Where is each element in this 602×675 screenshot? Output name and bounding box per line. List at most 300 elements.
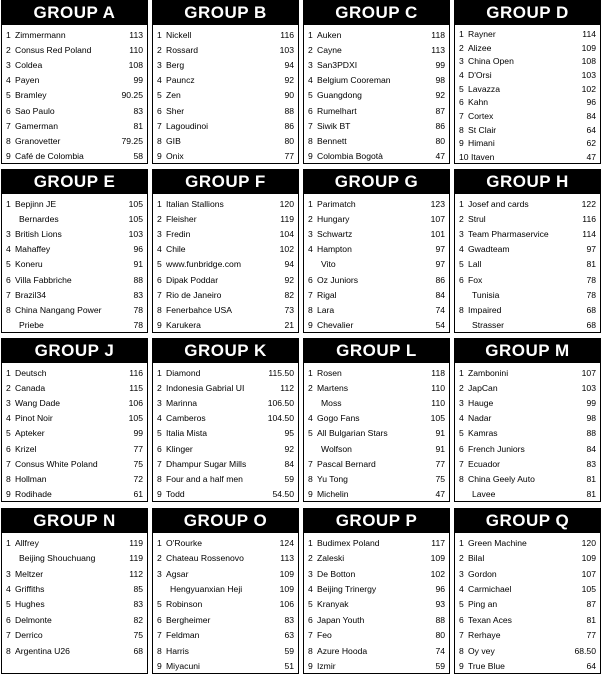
standing-row	[157, 659, 294, 674]
standing-row	[157, 226, 294, 241]
rank: 1	[157, 367, 162, 378]
team-name: China Nangang Power	[15, 305, 102, 316]
standing-row	[6, 257, 143, 272]
standing-row	[459, 287, 596, 302]
team-name: Gwadteam	[468, 244, 510, 255]
score: 78	[586, 274, 596, 285]
team-name: Rodihade	[15, 489, 52, 500]
team-name: All Bulgarian Stars	[317, 428, 388, 439]
score: 107	[581, 568, 596, 579]
score: 120	[581, 537, 596, 548]
team-name: Fleisher	[166, 213, 197, 224]
score: 68	[586, 305, 596, 316]
rank: 4	[6, 584, 11, 595]
team-name: Feldman	[166, 630, 200, 641]
team-name: Chile	[166, 244, 186, 255]
standing-row	[308, 27, 445, 42]
rank: 6	[6, 614, 11, 625]
score: 115.50	[268, 367, 294, 378]
score: 97	[435, 259, 445, 270]
group-panel	[454, 0, 601, 164]
team-name: Bramley	[15, 90, 47, 101]
score: 109	[581, 553, 596, 564]
team-name: Koneru	[15, 259, 43, 270]
rank: 6	[308, 105, 313, 116]
score: 123	[430, 198, 445, 209]
group-panel	[303, 508, 450, 674]
score: 77	[586, 630, 596, 641]
standing-row	[6, 441, 143, 456]
rank: 7	[6, 458, 11, 469]
team-name: Hollman	[15, 474, 47, 485]
group-title: GROUP A	[2, 1, 147, 25]
rank: 1	[157, 537, 162, 548]
rank: 5	[459, 428, 464, 439]
team-name: Consus Red Poland	[15, 44, 92, 55]
group-title: GROUP D	[455, 1, 600, 25]
rank: 1	[308, 198, 313, 209]
team-name: Tunisia	[472, 289, 500, 300]
rank: 5	[6, 428, 11, 439]
team-name: Hampton	[317, 244, 352, 255]
standing-row	[6, 211, 143, 226]
group-panel	[1, 0, 148, 164]
rank: 9	[157, 320, 162, 331]
standing-row	[157, 242, 294, 257]
rank: 9	[6, 151, 11, 162]
team-name: Sher	[166, 105, 185, 116]
rank: 8	[6, 645, 11, 656]
team-name: Payen	[15, 75, 40, 86]
standing-row	[6, 242, 143, 257]
standing-row	[308, 628, 445, 643]
team-name: JapCan	[468, 382, 498, 393]
score: 78	[133, 305, 143, 316]
rank: 1	[308, 367, 313, 378]
score: 124	[279, 537, 294, 548]
rank: 7	[459, 110, 464, 121]
score: 96	[586, 97, 596, 108]
standing-row	[157, 441, 294, 456]
standing-row	[157, 103, 294, 118]
standings-list	[2, 533, 147, 659]
standing-row	[308, 581, 445, 596]
team-name: Gogo Fans	[317, 413, 360, 424]
score: 99	[435, 60, 445, 71]
score: 82	[284, 289, 294, 300]
group-title: GROUP N	[2, 509, 147, 533]
rank: 4	[157, 75, 162, 86]
rank: 8	[157, 305, 162, 316]
standing-row	[308, 550, 445, 565]
rank: 2	[157, 213, 162, 224]
score: 110	[129, 44, 143, 55]
team-name: Onix	[166, 151, 184, 162]
rank: 2	[308, 553, 313, 564]
standing-row	[157, 287, 294, 302]
rank: 8	[157, 474, 162, 485]
score: 118	[431, 29, 445, 40]
team-name: Lall	[468, 259, 482, 270]
team-name: Beijing Trinergy	[317, 584, 377, 595]
standing-row	[308, 487, 445, 502]
rank: 1	[157, 29, 162, 40]
standing-row	[459, 426, 596, 441]
score: 80	[284, 136, 294, 147]
standing-row	[459, 456, 596, 471]
team-name: Canada	[15, 382, 46, 393]
score: 114	[582, 28, 596, 39]
team-name: Fox	[468, 274, 483, 285]
rank: 2	[6, 382, 11, 393]
rank: 9	[308, 661, 313, 672]
rank: 4	[6, 413, 11, 424]
standing-row	[459, 472, 596, 487]
rank: 2	[308, 44, 313, 55]
standing-row	[157, 612, 294, 627]
standing-row	[459, 628, 596, 643]
team-name: Lavazza	[468, 83, 501, 94]
score: 96	[435, 584, 445, 595]
team-name: Izmir	[317, 661, 336, 672]
group-panel	[152, 0, 299, 164]
standing-row	[6, 27, 143, 42]
score: 93	[435, 599, 445, 610]
standing-row	[157, 426, 294, 441]
standing-row	[308, 597, 445, 612]
score: 116	[582, 213, 596, 224]
rank: 7	[6, 630, 11, 641]
rank: 1	[6, 198, 11, 209]
standing-row	[459, 109, 596, 123]
rank: 5	[157, 599, 162, 610]
rank: 5	[6, 259, 11, 270]
standing-row	[459, 597, 596, 612]
standing-row	[6, 487, 143, 502]
score: 115	[129, 382, 143, 393]
standing-row	[308, 411, 445, 426]
score: 61	[133, 489, 143, 500]
standing-row	[157, 472, 294, 487]
team-name: French Juniors	[468, 443, 525, 454]
team-name: Impaired	[468, 305, 502, 316]
standing-row	[157, 211, 294, 226]
rank: 1	[459, 28, 464, 39]
score: 113	[129, 29, 143, 40]
standing-row	[6, 426, 143, 441]
standings-list	[455, 194, 600, 333]
rank: 5	[157, 259, 162, 270]
score: 105	[581, 584, 596, 595]
rank: 7	[157, 120, 162, 131]
rank: 7	[308, 289, 313, 300]
standing-row	[308, 257, 445, 272]
rank: 3	[6, 229, 11, 240]
standing-row	[308, 380, 445, 395]
standing-row	[308, 73, 445, 88]
standing-row	[308, 318, 445, 333]
team-name: Schwartz	[317, 229, 353, 240]
team-name: Zaleski	[317, 553, 345, 564]
score: 90.25	[121, 90, 143, 101]
standing-row	[6, 535, 143, 550]
standing-row	[157, 487, 294, 502]
team-name: Wang Dade	[15, 398, 61, 409]
team-name: Green Machine	[468, 537, 527, 548]
score: 119	[280, 213, 294, 224]
team-name: Belgium Cooreman	[317, 75, 391, 86]
standing-row	[6, 134, 143, 149]
standing-row	[459, 411, 596, 426]
group-title: GROUP L	[304, 339, 449, 363]
rank: 3	[157, 398, 162, 409]
score: 106	[279, 599, 294, 610]
standings-list	[2, 25, 147, 164]
team-name: De Botton	[317, 568, 356, 579]
score: 98	[586, 413, 596, 424]
score: 77	[133, 443, 143, 454]
team-name: Todd	[166, 489, 185, 500]
score: 105	[128, 213, 143, 224]
team-name: Pascal Bernard	[317, 458, 376, 469]
standings-list	[304, 363, 449, 502]
score: 73	[284, 305, 294, 316]
team-name: Allfrey	[15, 537, 39, 548]
group-panel	[152, 508, 299, 674]
score: 91	[435, 428, 445, 439]
rank: 2	[459, 42, 464, 53]
rank: 4	[6, 244, 11, 255]
team-name: Bernardes	[19, 213, 59, 224]
rank: 4	[6, 75, 11, 86]
standing-row	[308, 57, 445, 72]
standings-list	[304, 194, 449, 333]
team-name: True Blue	[468, 661, 505, 672]
team-name: Delmonte	[15, 614, 52, 625]
score: 88	[284, 105, 294, 116]
score: 119	[129, 537, 143, 548]
standing-row	[308, 88, 445, 103]
score: 106	[128, 398, 143, 409]
score: 68	[133, 645, 143, 656]
score: 103	[581, 382, 596, 393]
rank: 3	[157, 229, 162, 240]
score: 81	[133, 120, 143, 131]
team-name: Dhampur Sugar Mills	[166, 458, 247, 469]
rank: 7	[6, 120, 11, 131]
score: 84	[284, 458, 294, 469]
rank: 2	[459, 553, 464, 564]
rank: 9	[308, 151, 313, 162]
standing-row	[6, 628, 143, 643]
standing-row	[6, 103, 143, 118]
standing-row	[308, 612, 445, 627]
standing-row	[459, 566, 596, 581]
score: 83	[133, 289, 143, 300]
standing-row	[459, 257, 596, 272]
team-name: Klinger	[166, 443, 193, 454]
score: 85	[133, 584, 143, 595]
standing-row	[308, 134, 445, 149]
rank: 8	[6, 305, 11, 316]
group-title: GROUP G	[304, 170, 449, 194]
score: 109	[279, 584, 294, 595]
team-name: Villa Fabbriche	[15, 274, 72, 285]
standing-row	[157, 628, 294, 643]
standings-list	[2, 363, 147, 502]
score: 84	[435, 289, 445, 300]
standing-row	[459, 196, 596, 211]
rank: 6	[459, 614, 464, 625]
rank: 8	[308, 305, 313, 316]
team-name: Miyacuni	[166, 661, 200, 672]
team-name: Wolfson	[321, 443, 352, 454]
standing-row	[157, 149, 294, 164]
team-name: Harris	[166, 645, 189, 656]
standing-row	[6, 456, 143, 471]
score: 103	[581, 69, 596, 80]
score: 84	[586, 110, 596, 121]
group-panel	[1, 508, 148, 674]
standing-row	[6, 88, 143, 103]
standing-row	[308, 643, 445, 658]
team-name: Texan Aces	[468, 614, 512, 625]
standing-row	[157, 272, 294, 287]
score: 83	[133, 105, 143, 116]
rank: 5	[308, 428, 313, 439]
score: 102	[279, 244, 294, 255]
rank: 8	[459, 124, 464, 135]
standing-row	[308, 441, 445, 456]
team-name: Indonesia Gabrial UI	[166, 382, 245, 393]
standing-row	[459, 643, 596, 658]
team-name: Parimatch	[317, 198, 356, 209]
team-name: Argentina U26	[15, 645, 70, 656]
team-name: Dipak Poddar	[166, 274, 219, 285]
team-name: Auken	[317, 29, 342, 40]
score: 108	[581, 56, 596, 67]
rank: 5	[459, 259, 464, 270]
score: 83	[284, 614, 294, 625]
standing-row	[6, 395, 143, 410]
team-name: Gordon	[468, 568, 497, 579]
team-name: Siwik BT	[317, 120, 351, 131]
standing-row	[6, 196, 143, 211]
score: 105	[128, 198, 143, 209]
team-name: Bennett	[317, 136, 347, 147]
team-name: Martens	[317, 382, 349, 393]
group-title: GROUP F	[153, 170, 298, 194]
team-name: Oz Juniors	[317, 274, 359, 285]
rank: 9	[459, 661, 464, 672]
score: 64	[586, 124, 596, 135]
team-name: Sao Paulo	[15, 105, 55, 116]
score: 104.50	[267, 413, 294, 424]
standing-row	[308, 566, 445, 581]
score: 54	[435, 320, 445, 331]
score: 87	[586, 599, 596, 610]
score: 102	[581, 83, 596, 94]
team-name: Rosen	[317, 367, 342, 378]
rank: 4	[459, 413, 464, 424]
rank: 3	[459, 398, 464, 409]
score: 47	[586, 152, 596, 163]
team-name: Alizee	[468, 42, 492, 53]
team-name: Krizel	[15, 443, 37, 454]
rank: 7	[459, 630, 464, 641]
rank: 7	[308, 120, 313, 131]
team-name: Team Pharmaservice	[468, 229, 549, 240]
rank: 7	[157, 289, 162, 300]
score: 59	[284, 474, 294, 485]
rank: 3	[157, 568, 162, 579]
team-name: Vito	[321, 259, 336, 270]
rank: 8	[157, 645, 162, 656]
team-name: Carmichael	[468, 584, 512, 595]
rank: 8	[6, 474, 11, 485]
rank: 8	[6, 136, 11, 147]
standing-row	[459, 659, 596, 674]
team-name: San3PDXI	[317, 60, 358, 71]
standing-row	[6, 643, 143, 658]
standing-row	[6, 365, 143, 380]
rank: 8	[459, 474, 464, 485]
team-name: Griffiths	[15, 584, 45, 595]
rank: 8	[459, 305, 464, 316]
team-name: Himani	[468, 138, 495, 149]
score: 58	[133, 151, 143, 162]
rank: 2	[308, 213, 313, 224]
standing-row	[6, 597, 143, 612]
score: 74	[435, 645, 445, 656]
standing-row	[459, 380, 596, 395]
group-panel	[303, 169, 450, 333]
standing-row	[459, 82, 596, 96]
rank: 4	[157, 244, 162, 255]
score: 103	[279, 44, 294, 55]
score: 59	[435, 661, 445, 672]
group-panel	[303, 0, 450, 164]
team-name: Bepjinn JE	[15, 198, 57, 209]
score: 101	[430, 229, 445, 240]
standing-row	[459, 365, 596, 380]
score: 113	[280, 553, 294, 564]
rank: 4	[459, 244, 464, 255]
standing-row	[6, 550, 143, 565]
score: 108	[128, 60, 143, 71]
standing-row	[157, 566, 294, 581]
rank: 3	[459, 56, 464, 67]
rank: 9	[6, 489, 11, 500]
rank: 4	[308, 244, 313, 255]
rank: 9	[157, 661, 162, 672]
score: 99	[133, 428, 143, 439]
standing-row	[459, 581, 596, 596]
group-title: GROUP B	[153, 1, 298, 25]
rank: 8	[308, 645, 313, 656]
team-name: Lavee	[472, 489, 496, 500]
standing-row	[6, 472, 143, 487]
team-name: Kamras	[468, 428, 498, 439]
team-name: Pauncz	[166, 75, 195, 86]
team-name: Coldea	[15, 60, 43, 71]
standing-row	[459, 441, 596, 456]
team-name: Beijing Shouchuang	[19, 553, 96, 564]
score: 83	[133, 599, 143, 610]
rank: 1	[6, 29, 11, 40]
standing-row	[308, 103, 445, 118]
standing-row	[157, 88, 294, 103]
